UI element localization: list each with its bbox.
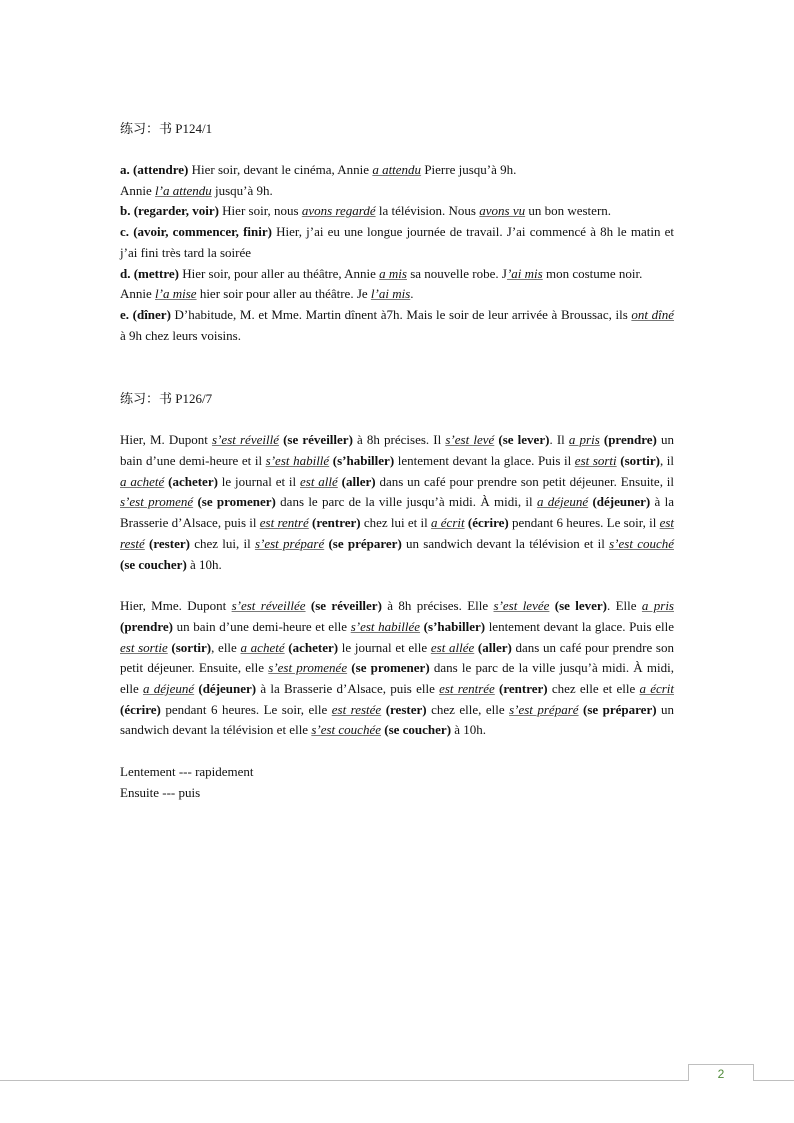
- verb-hint: (prendre): [599, 432, 657, 448]
- verb-hint: (déjeuner): [194, 681, 257, 697]
- document-body: [120, 118, 674, 804]
- text-run: Hier, j’ai eu une longue journée de travail. J’ai commencé à 8h le matin et j’ai fini très tard la soirée: [120, 224, 675, 260]
- text-run: un bain d’une demi-heure et elle: [172, 618, 351, 634]
- text-run: lentement devant la glace. Puis elle: [485, 618, 674, 634]
- answer-text: ont dîné: [631, 306, 674, 322]
- verb-hint: (acheter): [284, 639, 339, 655]
- verb-hint: (rester): [381, 701, 427, 717]
- answer-text: s’est préparé: [254, 535, 325, 551]
- text-run: jusqu’à 9h.: [211, 182, 273, 198]
- exercise-paragraph: [120, 181, 674, 202]
- answer-text: a attendu: [372, 162, 422, 177]
- exercise-paragraph: [120, 783, 674, 804]
- answer-text: est allé: [300, 473, 338, 489]
- text-run: Hier soir, devant le cinéma, Annie: [188, 162, 373, 177]
- verb-hint: a. (attendre): [120, 162, 189, 177]
- text-run: dans un café pour prendre son petit déjeuner. Ensuite, il: [375, 473, 675, 489]
- answer-text: est restée: [331, 701, 382, 717]
- text-run: , il: [659, 453, 675, 469]
- answer-text: a pris: [568, 432, 600, 448]
- exercise-paragraph: [120, 201, 674, 222]
- answer-text: a pris: [641, 598, 674, 614]
- answer-text: est resté: [120, 515, 675, 551]
- answer-text: l’a mise: [155, 286, 197, 302]
- exercise-paragraph: [120, 596, 674, 741]
- answer-text: a écrit: [431, 515, 465, 531]
- text-run: Pierre jusqu’à 9h.: [421, 162, 517, 177]
- answer-text: a acheté: [240, 639, 285, 655]
- text-run: Hier soir, pour aller au théâtre, Annie: [178, 265, 380, 281]
- verb-hint: (sortir): [167, 639, 212, 655]
- verb-hint: (se lever): [494, 432, 550, 448]
- answer-text: s’est habillée: [350, 618, 421, 634]
- answer-text: avons vu: [479, 203, 526, 219]
- text-run: un bain d’une demi-heure et il: [120, 432, 674, 469]
- text-run: le journal et il: [217, 473, 301, 489]
- verb-hint: (se lever): [549, 598, 608, 614]
- verb-hint: (se promener): [347, 660, 430, 676]
- exercise-paragraph: [120, 305, 674, 346]
- answer-text: s’est levée: [493, 598, 550, 614]
- answer-text: a écrit: [639, 681, 675, 697]
- exercise-paragraph: [120, 762, 674, 783]
- verb-hint: (rentrer): [308, 515, 361, 531]
- text-run: sa nouvelle robe. J: [406, 265, 507, 281]
- text-run: . Elle: [607, 598, 642, 614]
- verb-hint: (s’habiller): [420, 618, 486, 634]
- answer-text: s’est promené: [120, 494, 194, 510]
- verb-hint: (se coucher): [381, 722, 452, 738]
- exercise-paragraph: [120, 264, 674, 285]
- verb-hint: (sortir): [616, 453, 660, 469]
- answer-text: s’est habillé: [265, 453, 330, 469]
- text-run: Hier soir, nous: [218, 203, 302, 219]
- verb-hint: (rentrer): [494, 681, 548, 697]
- exercise-heading: 练习：书 P124/1: [120, 121, 213, 136]
- text-run: un bon western.: [525, 203, 612, 219]
- text-run: Hier, M. Dupont: [120, 432, 213, 448]
- verb-hint: (s’habiller): [329, 453, 395, 469]
- verb-hint: (aller): [337, 473, 376, 489]
- answer-text: l’ai mis: [370, 286, 411, 302]
- text-run: à 8h précises. Il: [352, 432, 446, 448]
- page-number: 2: [688, 1064, 754, 1081]
- text-run: Annie: [120, 182, 156, 198]
- text-run: à 10h.: [186, 556, 222, 572]
- text-run: à la Brasserie d’Alsace, puis il: [120, 494, 674, 531]
- verb-hint: (se réveiller): [278, 432, 353, 448]
- answer-text: a acheté: [120, 473, 165, 489]
- answer-text: est sorti: [574, 453, 617, 469]
- exercise-paragraph: [120, 284, 674, 305]
- answer-text: s’est réveillé: [212, 432, 279, 448]
- verb-hint: (rester): [144, 535, 190, 551]
- answer-text: ’ai mis: [506, 265, 543, 281]
- verb-hint: (prendre): [120, 618, 173, 634]
- text-run: un sandwich devant la télévision et elle: [120, 701, 675, 738]
- exercise-paragraph: [120, 430, 674, 575]
- text-run: un sandwich devant la télévision et il: [401, 535, 610, 551]
- answer-text: a déjeuné: [142, 681, 195, 697]
- verb-hint: d. (mettre): [120, 265, 179, 281]
- verb-hint: b. (regarder, voir): [120, 203, 219, 219]
- verb-hint: (se promener): [193, 494, 276, 510]
- answer-text: s’est préparé: [509, 701, 579, 717]
- text-run: D’habitude, M. et Mme. Martin dînent à7h. Mais le soir de leur arrivée à Broussac, ils: [170, 306, 632, 322]
- text-run: Lentement --- rapidement: [120, 764, 254, 780]
- verb-hint: (se préparer): [578, 701, 657, 717]
- exercise-paragraph: [120, 160, 674, 181]
- text-run: la télévision. Nous: [375, 203, 480, 219]
- text-run: à 8h précises. Elle: [381, 598, 494, 614]
- answer-text: a déjeuné: [536, 494, 589, 510]
- answer-text: est rentrée: [439, 681, 495, 697]
- text-run: dans le parc de la ville jusqu’à midi. À midi, elle: [120, 660, 674, 697]
- text-run: à la Brasserie d’Alsace, puis elle: [256, 681, 440, 697]
- verb-hint: (écrire): [464, 515, 509, 531]
- answer-text: s’est promenée: [268, 660, 348, 676]
- footer-divider: [0, 1080, 794, 1081]
- answer-text: s’est levé: [445, 432, 495, 448]
- text-run: chez lui, il: [189, 535, 255, 551]
- exercise-paragraph: [120, 222, 674, 263]
- text-run: lentement devant la glace. Puis il: [394, 453, 575, 469]
- text-run: pendant 6 heures. Le soir, elle: [160, 701, 332, 717]
- verb-hint: e. (dîner): [120, 306, 171, 322]
- text-run: pendant 6 heures. Le soir, il: [508, 515, 660, 531]
- verb-hint: c. (avoir, commencer, finir): [120, 224, 272, 240]
- text-run: , elle: [211, 639, 241, 655]
- answer-text: s’est couché: [609, 535, 675, 551]
- text-run: le journal et elle: [338, 639, 431, 655]
- answer-text: s’est réveillée: [231, 598, 306, 614]
- answer-text: est allée: [430, 639, 475, 655]
- verb-hint: (se coucher): [120, 556, 187, 572]
- text-run: Annie: [120, 286, 156, 302]
- verb-hint: (se préparer): [324, 535, 402, 551]
- text-run: à 10h.: [451, 722, 487, 738]
- answer-text: s’est couchée: [311, 722, 381, 738]
- text-run: hier soir pour aller au théâtre. Je: [196, 286, 371, 302]
- answer-text: est rentré: [259, 515, 309, 531]
- text-run: Ensuite --- puis: [120, 784, 201, 800]
- text-run: chez lui et il: [360, 515, 432, 531]
- answer-text: avons regardé: [301, 203, 376, 219]
- verb-hint: (écrire): [120, 701, 161, 717]
- answer-text: l’a attendu: [155, 182, 212, 198]
- text-run: Hier, Mme. Dupont: [120, 598, 232, 614]
- verb-hint: (acheter): [164, 473, 218, 489]
- verb-hint: (déjeuner): [588, 494, 651, 510]
- answer-text: a mis: [379, 265, 407, 281]
- text-run: chez elle et elle: [547, 681, 640, 697]
- exercise-heading: 练习：书 P126/7: [120, 391, 213, 407]
- verb-hint: (aller): [474, 639, 512, 655]
- text-run: .: [410, 286, 414, 302]
- verb-hint: (se réveiller): [305, 598, 382, 614]
- text-run: chez elle, elle: [426, 701, 510, 717]
- text-run: dans le parc de la ville jusqu’à midi. À midi, il: [275, 494, 537, 510]
- answer-text: est sortie: [120, 639, 168, 655]
- text-run: . Il: [549, 432, 569, 448]
- text-run: à 9h chez leurs voisins.: [120, 327, 241, 343]
- text-run: dans un café pour prendre son petit déjeuner. Ensuite, elle: [120, 639, 674, 676]
- text-run: mon costume noir.: [542, 265, 643, 281]
